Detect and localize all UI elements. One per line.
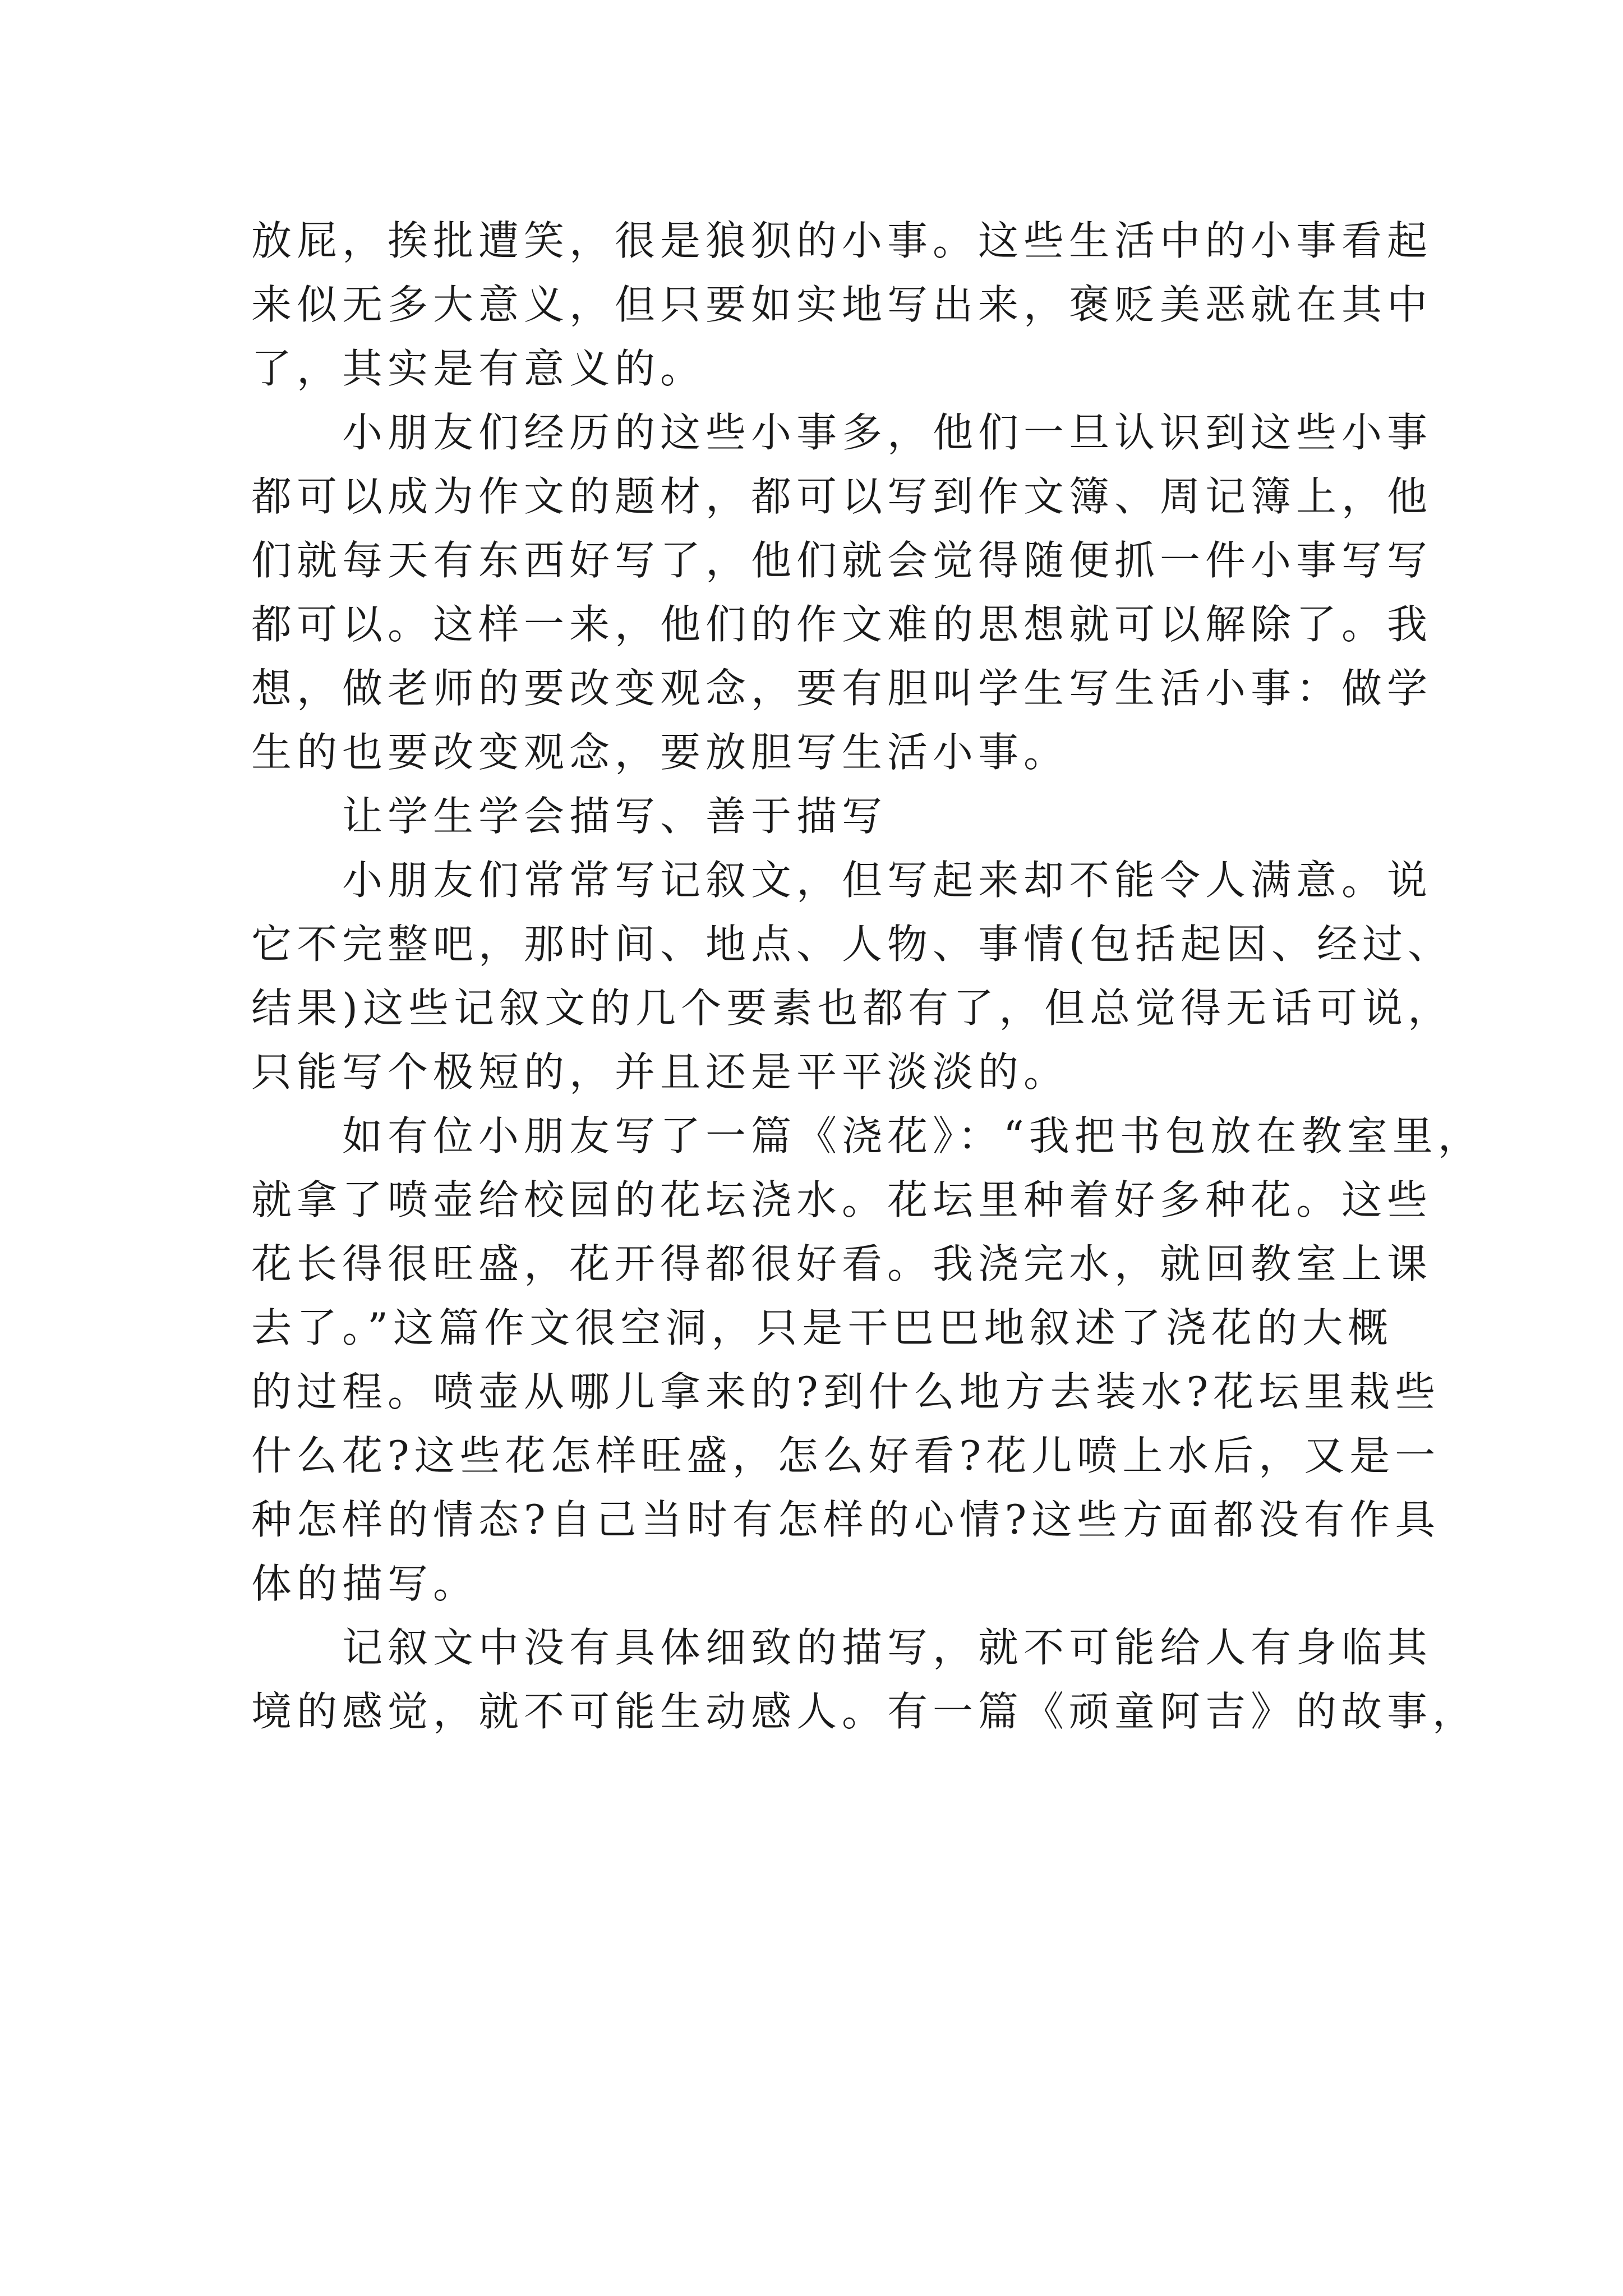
text-line: 如有位小朋友写了一篇《浇花》：“我把书包放在教室里， — [342, 1112, 1483, 1159]
text-line: 体的描写。 — [251, 1560, 479, 1607]
text-line: 都可以。这样一来，他们的作文难的思想就可以解除了。我 — [251, 601, 1433, 648]
text-line: 放屁，挨批遭笑，很是狼狈的小事。这些生活中的小事看起 — [251, 217, 1433, 264]
text-line: 种怎样的情态?自己当时有怎样的心情?这些方面都没有作具 — [251, 1496, 1441, 1543]
text-line: 了，其实是有意义的。 — [251, 345, 706, 392]
text-line: 什么花?这些花怎样旺盛，怎么好看?花儿喷上水后，又是一 — [251, 1432, 1441, 1479]
text-line: 想，做老师的要改变观念，要有胆叫学生写生活小事：做学 — [251, 665, 1433, 712]
section-heading: 让学生学会描写、善于描写 — [342, 793, 888, 840]
body-text — [251, 209, 1483, 1743]
text-line: 小朋友们经历的这些小事多，他们一旦认识到这些小事 — [342, 409, 1433, 456]
text-line: 都可以成为作文的题材，都可以写到作文簿、周记簿上，他 — [251, 473, 1433, 520]
text-line: 花长得很旺盛，花开得都很好看。我浇完水，就回教室上课 — [251, 1240, 1433, 1287]
text-line: 就拿了喷壶给校园的花坛浇水。花坛里种着好多种花。这些 — [251, 1176, 1433, 1223]
text-line: 结果)这些记叙文的几个要素也都有了，但总觉得无话可说， — [251, 984, 1454, 1032]
text-line: 生的也要改变观念，要放胆写生活小事。 — [251, 729, 1069, 776]
text-line: 记叙文中没有具体细致的描写，就不可能给人有身临其 — [342, 1624, 1433, 1671]
text-line: 它不完整吧，那时间、地点、人物、事情(包括起因、经过、 — [251, 921, 1454, 968]
text-line: 小朋友们常常写记叙文，但写起来却不能令人满意。说 — [342, 857, 1433, 904]
text-line: 们就每天有东西好写了，他们就会觉得随便抓一件小事写写 — [251, 537, 1433, 584]
text-line: 的过程。喷壶从哪儿拿来的?到什么地方去装水?花坛里栽些 — [251, 1368, 1441, 1415]
text-line: 来似无多大意义，但只要如实地写出来，褒贬美恶就在其中 — [251, 281, 1433, 328]
text-line: 只能写个极短的，并且还是平平淡淡的。 — [251, 1048, 1069, 1096]
text-line: 去了。”这篇作文很空洞，只是干巴巴地叙述了浇花的大概 — [251, 1304, 1393, 1351]
text-line: 境的感觉，就不可能生动感人。有一篇《顽童阿吉》的故事， — [251, 1688, 1478, 1735]
